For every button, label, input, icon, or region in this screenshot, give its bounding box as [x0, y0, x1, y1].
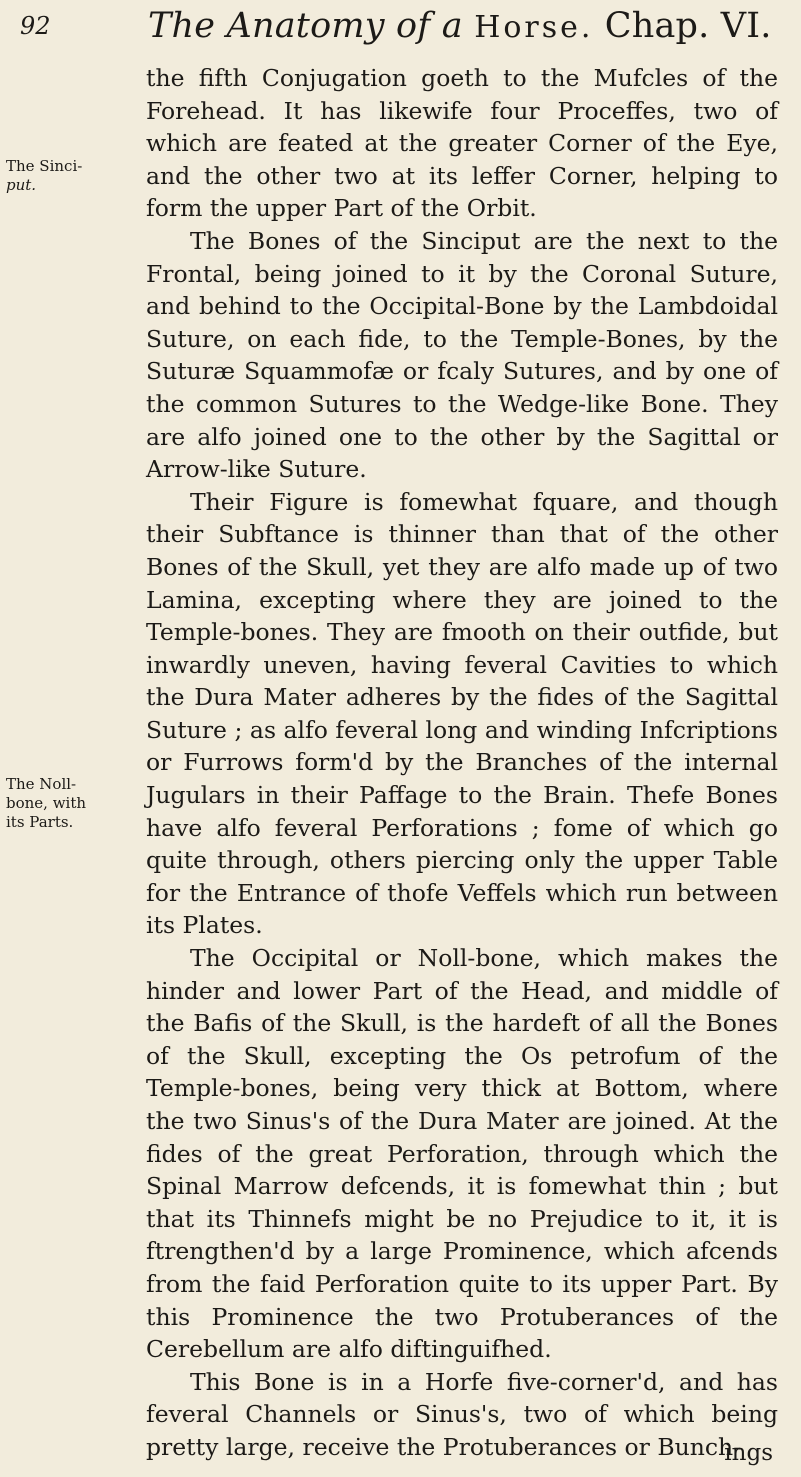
running-title-horse: Horse.: [474, 10, 594, 45]
paragraph: Their Figure is fomewhat fquare, and though their Subftance is thinner than that of the other Bones of the Skull, yet they are alfo made up of two Lamina, excepting where they are joined to the Temple-bones. They are fmooth on their outfide, but inwardly uneven, having feveral Cavities to which the Dura Mater adheres by the fides of the Sagittal Suture ; as alfo feveral long and winding Infcriptions or Furrows form'd by the Branches of the internal Jugulars in their Paffage to the Brain. Thefe Bones have alfo feveral Perforations ; fome of which go quite through, others piercing only the upper Table for the Entrance of thofe Veffels which run between its Plates.: [146, 487, 778, 940]
margin-note-line: its Parts.: [6, 813, 74, 831]
chapter-label: Chap. VI.: [604, 6, 772, 46]
running-title: The Anatomy of a: [148, 6, 463, 46]
margin-note-line: bone, with: [6, 794, 87, 812]
body-text: [146, 62, 778, 1464]
paragraph: The Bones of the Sinciput are the next to the Frontal, being joined to it by the Coronal Suture, and behind to the Occipital-Bone by the Lambdoidal Suture, on each fide, to the Temple-Bones, by the Suturæ Squammofæ or fcaly Sutures, and by one of the common Sutures to the Wedge-like Bone. They are alfo joined one to the other by the Sagittal or Arrow-like Suture.: [146, 226, 778, 484]
margin-note-line: The Noll-: [6, 775, 77, 793]
paragraph: This Bone is in a Horfe five-corner'd, and has feveral Channels or Sinus's, two of which being pretty large, receive the Protuberances or Bunch-: [146, 1367, 778, 1461]
margin-note-sinciput: [6, 157, 116, 195]
margin-note-line: The Sinci-: [6, 157, 83, 175]
margin-note-line: put.: [6, 176, 37, 194]
catchword: ings: [724, 1440, 773, 1466]
margin-note-noll-bone: [6, 775, 116, 832]
page-number: 92: [20, 12, 51, 40]
paragraph: the fifth Conjugation goeth to the Mufcles of the Forehead. It has likewife four Proceffes, two of which are feated at the greater Corner of the Eye, and the other two at its leffer Corner, helping to form the upper Part of the Orbit.: [146, 64, 778, 223]
running-head: [148, 6, 772, 46]
paragraph: The Occipital or Noll-bone, which makes the hinder and lower Part of the Head, and middle of the Bafis of the Skull, is the hardeft of all the Bones of the Skull, excepting the Os petrofum of the Temple-bones, being very thick at Bottom, where the two Sinus's of the Dura Mater are joined. At the fides of the great Perforation, through which the Spinal Marrow defcends, it is fomewhat thin ; but that its Thinnefs might be no Prejudice to it, it is ftrengthen'd by a large Prominence, which afcends from the faid Perforation quite to its upper Part. By this Prominence the two Protuberances of the Cerebellum are alfo diftinguifhed.: [146, 944, 778, 1364]
